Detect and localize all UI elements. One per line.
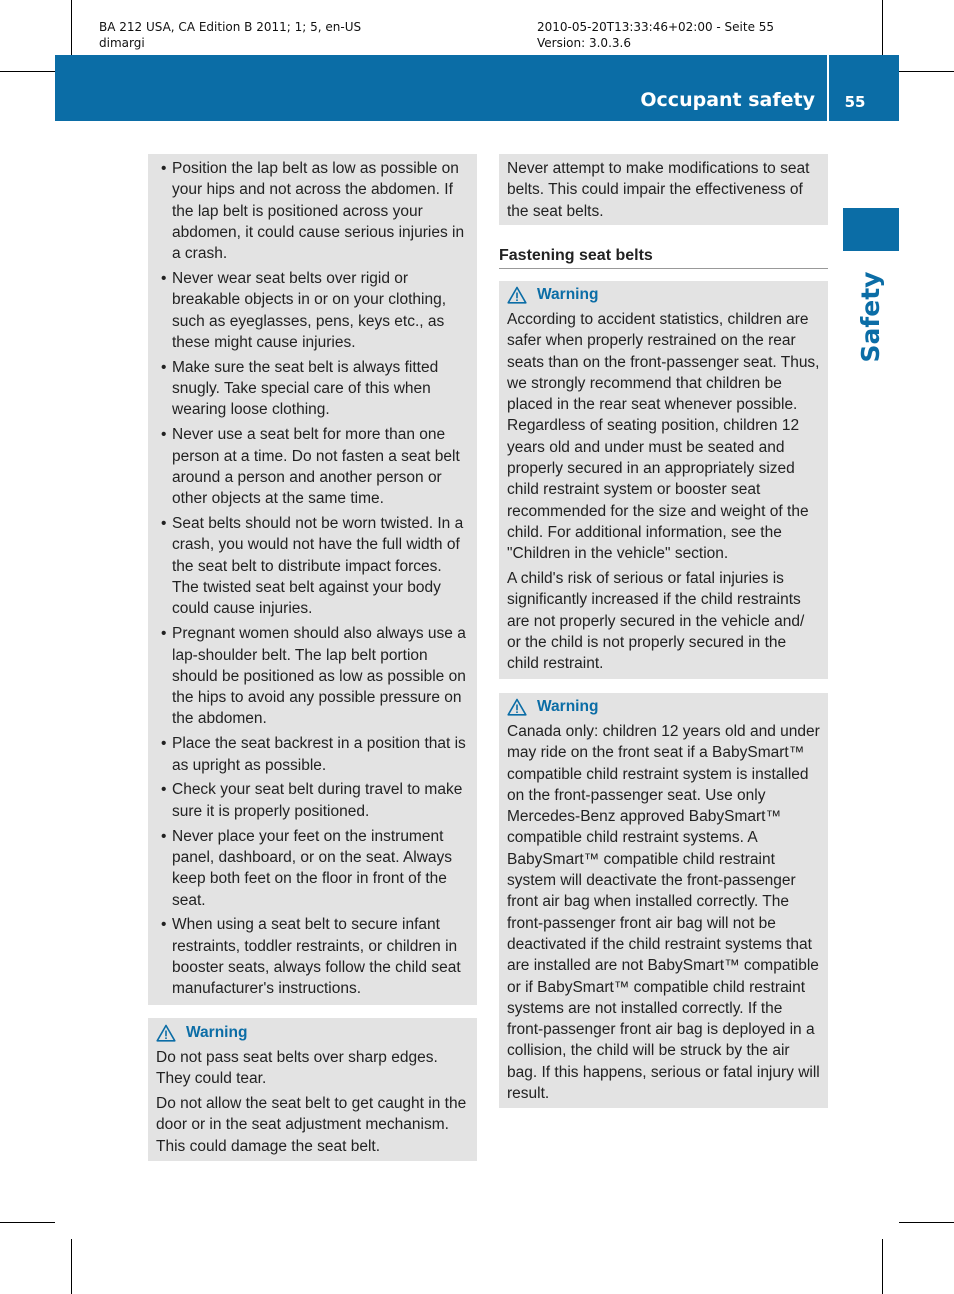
- note-text: Never attempt to make modifications to seat belts. This could impair the effectiveness of the seat belts.: [507, 160, 810, 220]
- print-meta-right: [537, 19, 774, 51]
- header-bar: [55, 55, 899, 121]
- modification-note-box: [499, 154, 828, 225]
- list-item: • Never wear seat belts over rigid or breakable objects in or on your clothing, such as eyeglasses, pens, keys etc., as these might cause injuries.: [156, 268, 470, 353]
- list-item: • Make sure the seat belt is always fitted snugly. Take special care of this when wearing loose clothing.: [156, 357, 470, 421]
- crop-mark: [882, 1239, 883, 1294]
- warning-text: Do not pass seat belts over sharp edges. They could tear.: [156, 1049, 438, 1088]
- page-number: 55: [844, 93, 866, 111]
- warning-box-sharp-edges: [148, 1018, 477, 1161]
- print-meta-version: Version: 3.0.3.6: [537, 36, 631, 50]
- chapter-tab: [843, 208, 899, 251]
- crop-mark: [899, 71, 954, 72]
- safety-bullet-list: [156, 158, 470, 1000]
- warning-text: According to accident statistics, children are safer when properly restrained on the rear seats than on the front-passenger seat. Thus, we strongly recommend that children be placed in the rear seat whenever possible. Regardless of seating position, children 12 years old and under must be seated and properly secured in an appropriately sized child restraint system or booster seat recommended for the size and weight of the child. For additional information, see the "Children in the vehicle" section.: [507, 311, 820, 563]
- crop-mark: [71, 0, 72, 55]
- print-meta-left: [99, 19, 361, 51]
- list-item: • Position the lap belt as low as possible on your hips and not across the abdomen. If the lap belt is positioned across your abdomen, it could cause serious injuries in a crash.: [156, 158, 470, 264]
- list-item: • When using a seat belt to secure infant restraints, toddler restraints, or children in booster seats, always follow the child seat manufacturer's instructions.: [156, 914, 470, 999]
- warning-heading: [507, 696, 821, 718]
- crop-mark: [882, 0, 883, 55]
- warning-heading: [507, 284, 821, 306]
- chapter-label: Safety: [856, 271, 885, 363]
- warning-triangle-icon: [156, 1024, 176, 1042]
- crop-mark: [0, 71, 55, 72]
- warning-box-babysmart: [499, 693, 828, 1108]
- warning-triangle-icon: [507, 286, 527, 304]
- warning-label: Warning: [537, 286, 599, 304]
- print-meta-user: dimargi: [99, 36, 145, 50]
- warning-label: Warning: [186, 1024, 248, 1042]
- warning-triangle-icon: [507, 698, 527, 716]
- warning-heading: [156, 1022, 470, 1044]
- list-item: • Pregnant women should also always use a lap-shoulder belt. The lap belt portion should be positioned as low as possible on the hips to avoid any possible pressure on the abdomen.: [156, 623, 470, 729]
- list-item: • Check your seat belt during travel to make sure it is properly positioned.: [156, 779, 470, 822]
- list-item: • Seat belts should not be worn twisted. In a crash, you would not have the full width of the seat belt to distribute impact forces. The twisted seat belt against your body could cause injuries.: [156, 513, 470, 619]
- list-item: • Place the seat backrest in a position that is as upright as possible.: [156, 733, 470, 776]
- print-meta-doc: BA 212 USA, CA Edition B 2011; 1; 5, en-US: [99, 20, 362, 34]
- page-title: Occupant safety: [640, 89, 815, 111]
- list-item: • Never use a seat belt for more than one person at a time. Do not fasten a seat belt around a person and another person or other objects at the same time.: [156, 424, 470, 509]
- warning-label: Warning: [537, 698, 599, 716]
- crop-mark: [71, 1239, 72, 1294]
- list-item: • Never place your feet on the instrument panel, dashboard, or on the seat. Always keep both feet on the floor in front of the seat.: [156, 826, 470, 911]
- warning-text: Canada only: children 12 years old and under may ride on the front seat if a BabySmart™ compatible child restraint system is installed on the front-passenger seat. Use only Mercedes-Benz approved BabySmart™ compatible child restraint systems. A BabySmart™ compatible child restraint system will deactivate the front-passenger front air bag when installed correctly. The front-passenger front air bag will not be deactivated if the child restraint systems that are installed are not BabySmart™ compatible or if BabySmart™ compatible child restraint systems are not installed correctly. If the front-passenger front air bag is deployed in a collision, the child will be struck by the air bag. If this happens, serious or fatal injury will result.: [507, 723, 820, 1103]
- crop-mark: [0, 1222, 55, 1223]
- warning-box-children: [499, 281, 828, 679]
- warning-text: A child's risk of serious or fatal injuries is significantly increased if the child restraints are not properly secured in the vehicle and/ or the child is not properly secured in the child restraint.: [507, 570, 805, 673]
- section-heading: Fastening seat belts: [499, 247, 828, 269]
- warning-text: Do not allow the seat belt to get caught in the door or in the seat adjustment mechanism. This could damage the seat belt.: [156, 1095, 467, 1155]
- header-divider: [827, 55, 829, 121]
- print-meta-timestamp: 2010-05-20T13:33:46+02:00 - Seite 55: [537, 20, 775, 34]
- crop-mark: [899, 1222, 954, 1223]
- safety-bullets-box: [148, 154, 477, 1005]
